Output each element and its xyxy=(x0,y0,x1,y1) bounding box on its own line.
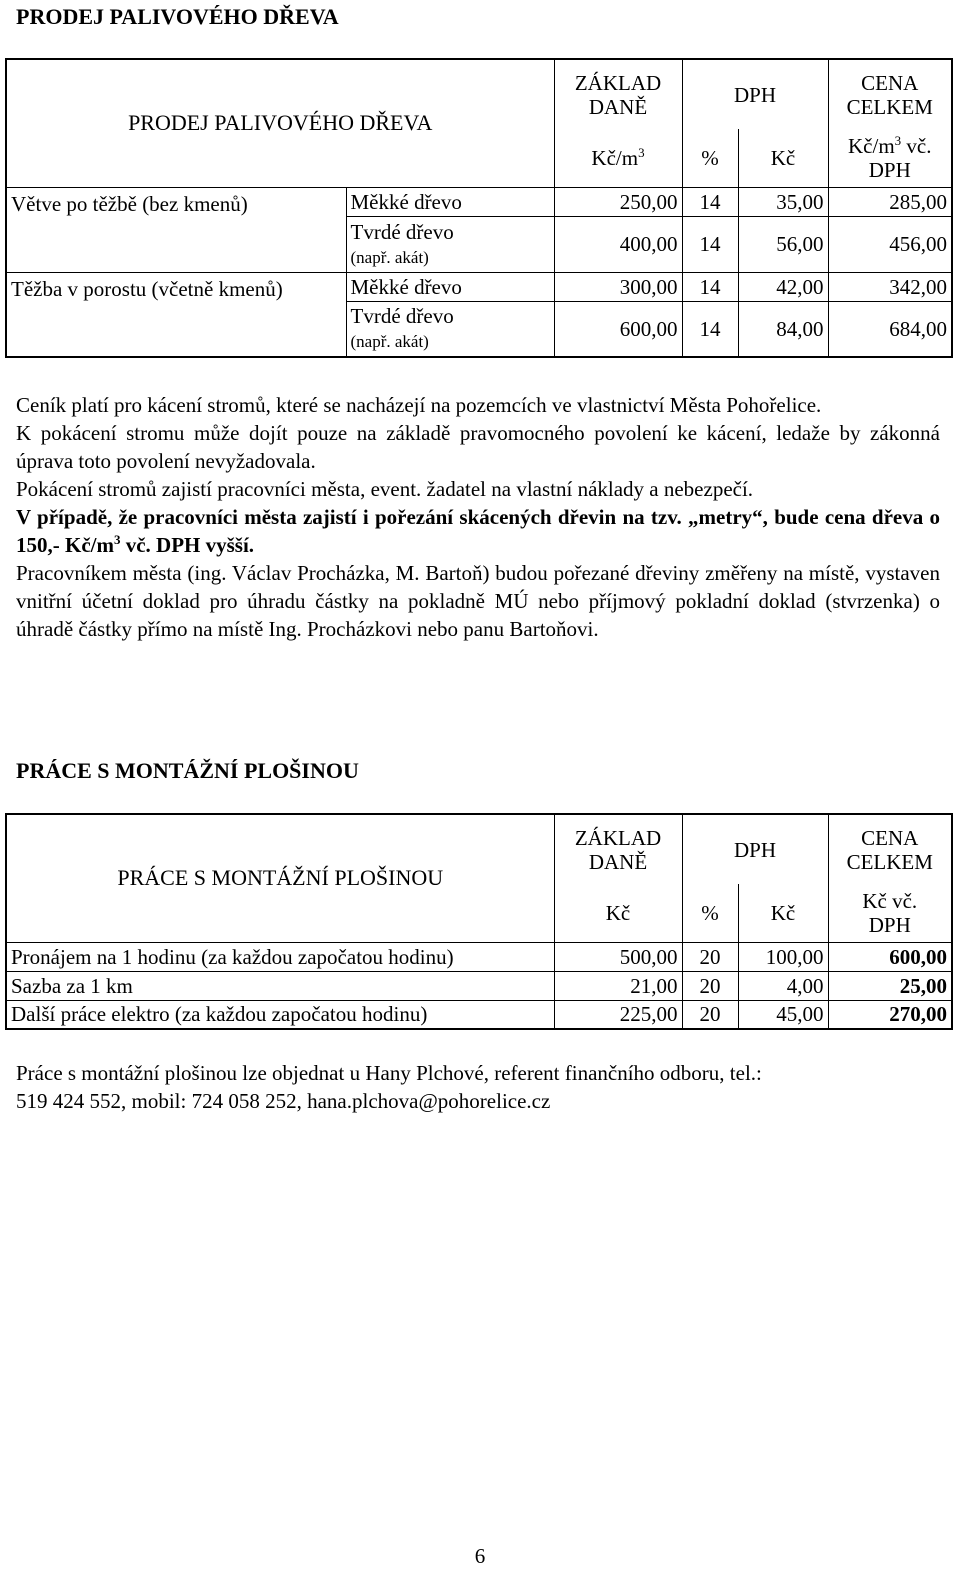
total-value: 25,00 xyxy=(828,971,952,1000)
header-vat: DPH xyxy=(682,814,828,884)
vat-pct: 20 xyxy=(682,1000,738,1029)
service-label: Další práce elektro (za každou započatou hodinu) xyxy=(6,1000,554,1029)
service-label: Sazba za 1 km xyxy=(6,971,554,1000)
unit-pct: % xyxy=(682,884,738,942)
wood-price-table xyxy=(5,58,953,358)
base-value: 21,00 xyxy=(554,971,682,1000)
base-value: 300,00 xyxy=(554,272,682,301)
unit-kc: Kč xyxy=(738,884,828,942)
header-base: ZÁKLAD DANĚ xyxy=(554,59,682,129)
service-label: Pronájem na 1 hodinu (za každou započatou hodinu) xyxy=(6,942,554,971)
wood-table-title: PRODEJ PALIVOVÉHO DŘEVA xyxy=(128,110,433,136)
vat-pct: 20 xyxy=(682,942,738,971)
base-value: 600,00 xyxy=(554,301,682,357)
group-label: Těžba v porostu (včetně kmenů) xyxy=(6,272,346,357)
paragraph: Ceník platí pro kácení stromů, které se nacházejí na pozemcích ve vlastnictví Města Pohořelice. xyxy=(16,393,822,417)
paragraph: Pracovníkem města (ing. Václav Procházka, M. Bartoň) budou pořezané dřeviny změřeny na místě, vystaven vnitřní účetní doklad pro úhradu částky na pokladně MÚ nebo příjmový pokladní doklad (stvrzenka) o úhradě částky přímo na místě Ing. Procházkovi nebo panu Bartoňovi. xyxy=(16,561,940,641)
vat-value: 45,00 xyxy=(738,1000,828,1029)
paragraph: K pokácení stromu může dojít pouze na základě pravomocného povolení ke kácení, ledaže by zákonná úprava toto povolení nevyžadovala. xyxy=(16,421,940,473)
vat-pct: 14 xyxy=(682,187,738,216)
group-label: Větve po těžbě (bez kmenů) xyxy=(6,187,346,272)
vat-value: 42,00 xyxy=(738,272,828,301)
info-text xyxy=(16,391,940,643)
unit-total: Kč vč. DPH xyxy=(828,884,952,942)
base-value: 400,00 xyxy=(554,216,682,272)
wood-type: Měkké dřevo xyxy=(346,272,554,301)
unit-base: Kč xyxy=(554,884,682,942)
vat-value: 56,00 xyxy=(738,216,828,272)
header-total: CENA CELKEM xyxy=(828,59,952,129)
vat-value: 35,00 xyxy=(738,187,828,216)
total-value: 270,00 xyxy=(828,1000,952,1029)
vat-value: 84,00 xyxy=(738,301,828,357)
contact-line: Práce s montážní plošinou lze objednat u Hany Plchové, referent finančního odboru, tel.: xyxy=(16,1061,762,1085)
total-value: 285,00 xyxy=(828,187,952,216)
unit-pct: % xyxy=(682,129,738,187)
base-value: 500,00 xyxy=(554,942,682,971)
paragraph-bold: V případě, že pracovníci města zajistí i pořezání skácených dřevin na tzv. „metry“, bude cena dřeva o 150,- $Kč/m^3$ vč. DPH vyšší. xyxy=(16,505,940,557)
vat-pct: 20 xyxy=(682,971,738,1000)
total-value: 456,00 xyxy=(828,216,952,272)
base-value: 225,00 xyxy=(554,1000,682,1029)
vat-pct: 14 xyxy=(682,216,738,272)
paragraph: Pokácení stromů zajistí pracovníci města, event. žadatel na vlastní náklady a nebezpečí. xyxy=(16,477,754,501)
vat-pct: 14 xyxy=(682,272,738,301)
header-base: ZÁKLAD DANĚ xyxy=(554,814,682,884)
platform-price-table xyxy=(5,813,953,1030)
total-value: 600,00 xyxy=(828,942,952,971)
vat-value: 4,00 xyxy=(738,971,828,1000)
vat-value: 100,00 xyxy=(738,942,828,971)
unit-kc: Kč xyxy=(738,129,828,187)
vat-pct: 14 xyxy=(682,301,738,357)
unit-base: $Kč/m^3$ xyxy=(554,129,682,187)
section-title: PRÁCE S MONTÁŽNÍ PLOŠINOU xyxy=(16,758,359,783)
contact-line: 519 424 552, mobil: 724 058 252, hana.plchova@pohorelice.cz xyxy=(16,1089,551,1113)
unit-total: $Kč/m^3$ vč. DPH xyxy=(828,129,952,187)
page-title: PRODEJ PALIVOVÉHO DŘEVA xyxy=(16,4,339,29)
contact-text xyxy=(16,1059,940,1115)
total-value: 684,00 xyxy=(828,301,952,357)
page-number: 6 xyxy=(474,1544,486,1568)
header-total: CENA CELKEM xyxy=(828,814,952,884)
header-vat: DPH xyxy=(682,59,828,129)
platform-table-title: PRÁCE S MONTÁŽNÍ PLOŠINOU xyxy=(117,865,444,891)
base-value: 250,00 xyxy=(554,187,682,216)
wood-type: Tvrdé dřevo (např. akát) xyxy=(346,301,554,357)
total-value: 342,00 xyxy=(828,272,952,301)
wood-type: Tvrdé dřevo (např. akát) xyxy=(346,216,554,272)
wood-type: Měkké dřevo xyxy=(346,187,554,216)
